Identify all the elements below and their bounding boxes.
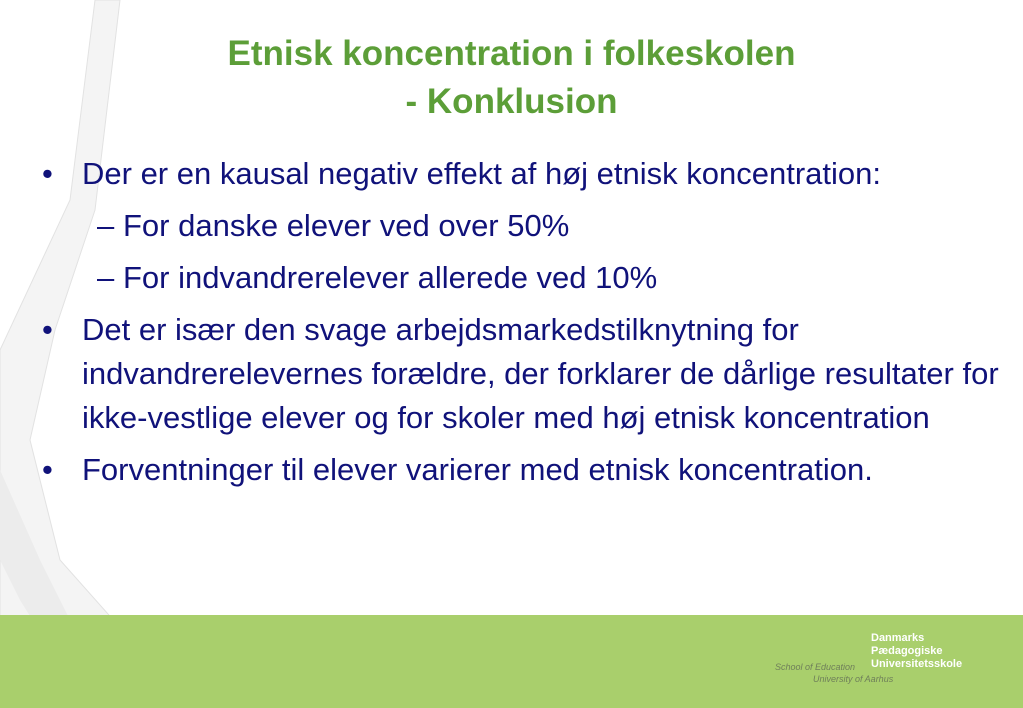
logo-school-of-education: School of Education bbox=[775, 662, 856, 672]
bullet-marker: • bbox=[42, 452, 53, 487]
sub-bullet-text: For danske elever ved over 50% bbox=[123, 208, 570, 243]
logo-university: University of Aarhus bbox=[813, 674, 894, 684]
sub-bullet-item bbox=[97, 256, 1002, 300]
bullet-item bbox=[42, 152, 1002, 196]
bullet-marker: • bbox=[42, 312, 53, 347]
bullet-text: Forventninger til elever varierer med etnisk koncentration. bbox=[82, 452, 873, 487]
logo-name-line-1: Danmarks bbox=[871, 632, 925, 644]
institution-logo bbox=[775, 632, 1005, 692]
slide-title bbox=[0, 30, 1023, 126]
bullet-text: Det er især den svage arbejdsmarkedstilknytning for indvandrerelevernes forældre, der forklarer de dårlige resultater for ikke-vestlige elever og for skoler med høj etnisk koncentration bbox=[82, 312, 999, 435]
sub-bullet-item bbox=[97, 204, 1002, 248]
bullet-list bbox=[42, 152, 1002, 500]
title-line-2: - Konklusion bbox=[405, 82, 618, 121]
bullet-text: Der er en kausal negativ effekt af høj etnisk koncentration: bbox=[82, 156, 881, 191]
logo-name-line-2: Pædagogiske bbox=[871, 645, 943, 657]
logo-name-line-3: Universitetsskole bbox=[871, 658, 963, 670]
sub-bullet-text: For indvandrerelever allerede ved 10% bbox=[123, 260, 658, 295]
sub-bullet-marker: – bbox=[97, 260, 115, 295]
sub-bullet-marker: – bbox=[97, 208, 115, 243]
bullet-item bbox=[42, 448, 1002, 492]
bullet-marker: • bbox=[42, 156, 53, 191]
title-line-1: Etnisk koncentration i folkeskolen bbox=[227, 34, 796, 73]
logo-name bbox=[871, 632, 962, 671]
bullet-item bbox=[42, 308, 1002, 440]
